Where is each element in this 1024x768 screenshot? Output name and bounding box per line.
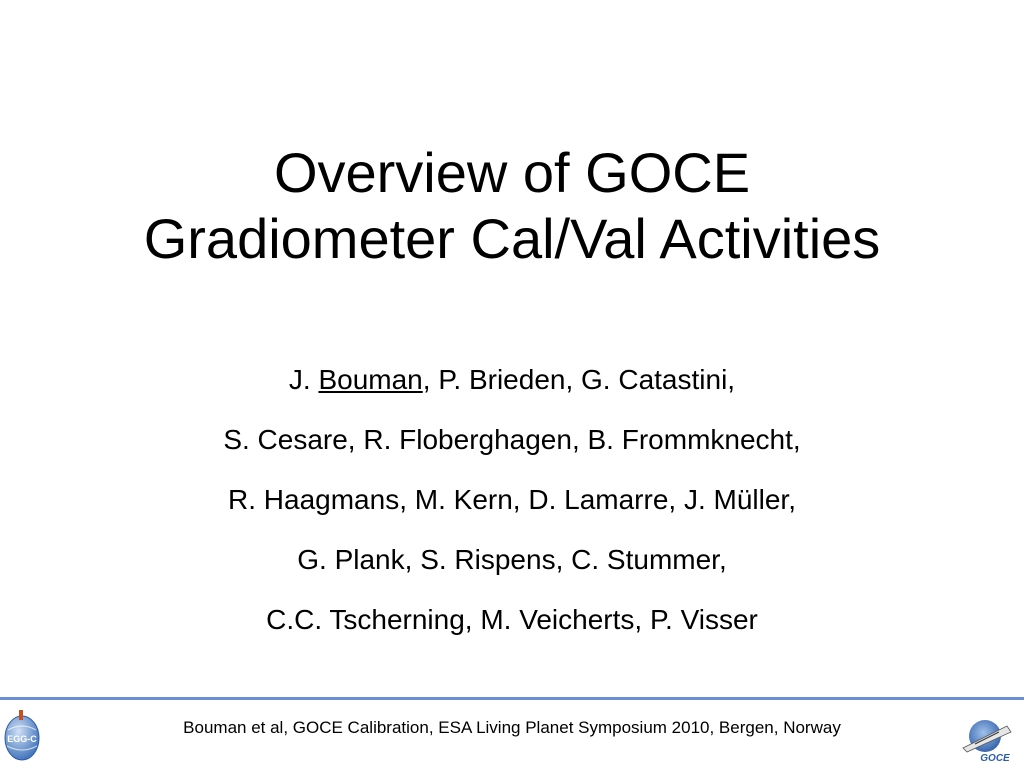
author-line-3: R. Haagmans, M. Kern, D. Lamarre, J. Müller, <box>228 484 796 515</box>
title-line-2: Gradiometer Cal/Val Activities <box>143 207 881 270</box>
author-line-2: S. Cesare, R. Floberghagen, B. Frommknecht, <box>223 424 801 455</box>
author-list <box>0 350 1024 650</box>
footer-divider <box>0 697 1024 700</box>
author-line-1 <box>0 350 1024 410</box>
slide-title <box>0 140 1024 272</box>
egg-c-logo-text: EGG-C <box>7 734 37 744</box>
presenting-author: Bouman <box>318 364 423 395</box>
author-line-5: C.C. Tscherning, M. Veicherts, P. Visser <box>266 604 758 635</box>
footer-citation: Bouman et al, GOCE Calibration, ESA Living Planet Symposium 2010, Bergen, Norway <box>183 718 841 737</box>
goce-logo-icon <box>955 718 1017 764</box>
title-line-1: Overview of GOCE <box>273 141 751 204</box>
author-line-4: G. Plank, S. Rispens, C. Stummer, <box>297 544 727 575</box>
author-line-1-suffix: , P. Brieden, G. Catastini, <box>422 364 736 395</box>
goce-logo-text: GOCE <box>980 753 1010 764</box>
author-line-1-prefix: J. <box>288 364 319 395</box>
